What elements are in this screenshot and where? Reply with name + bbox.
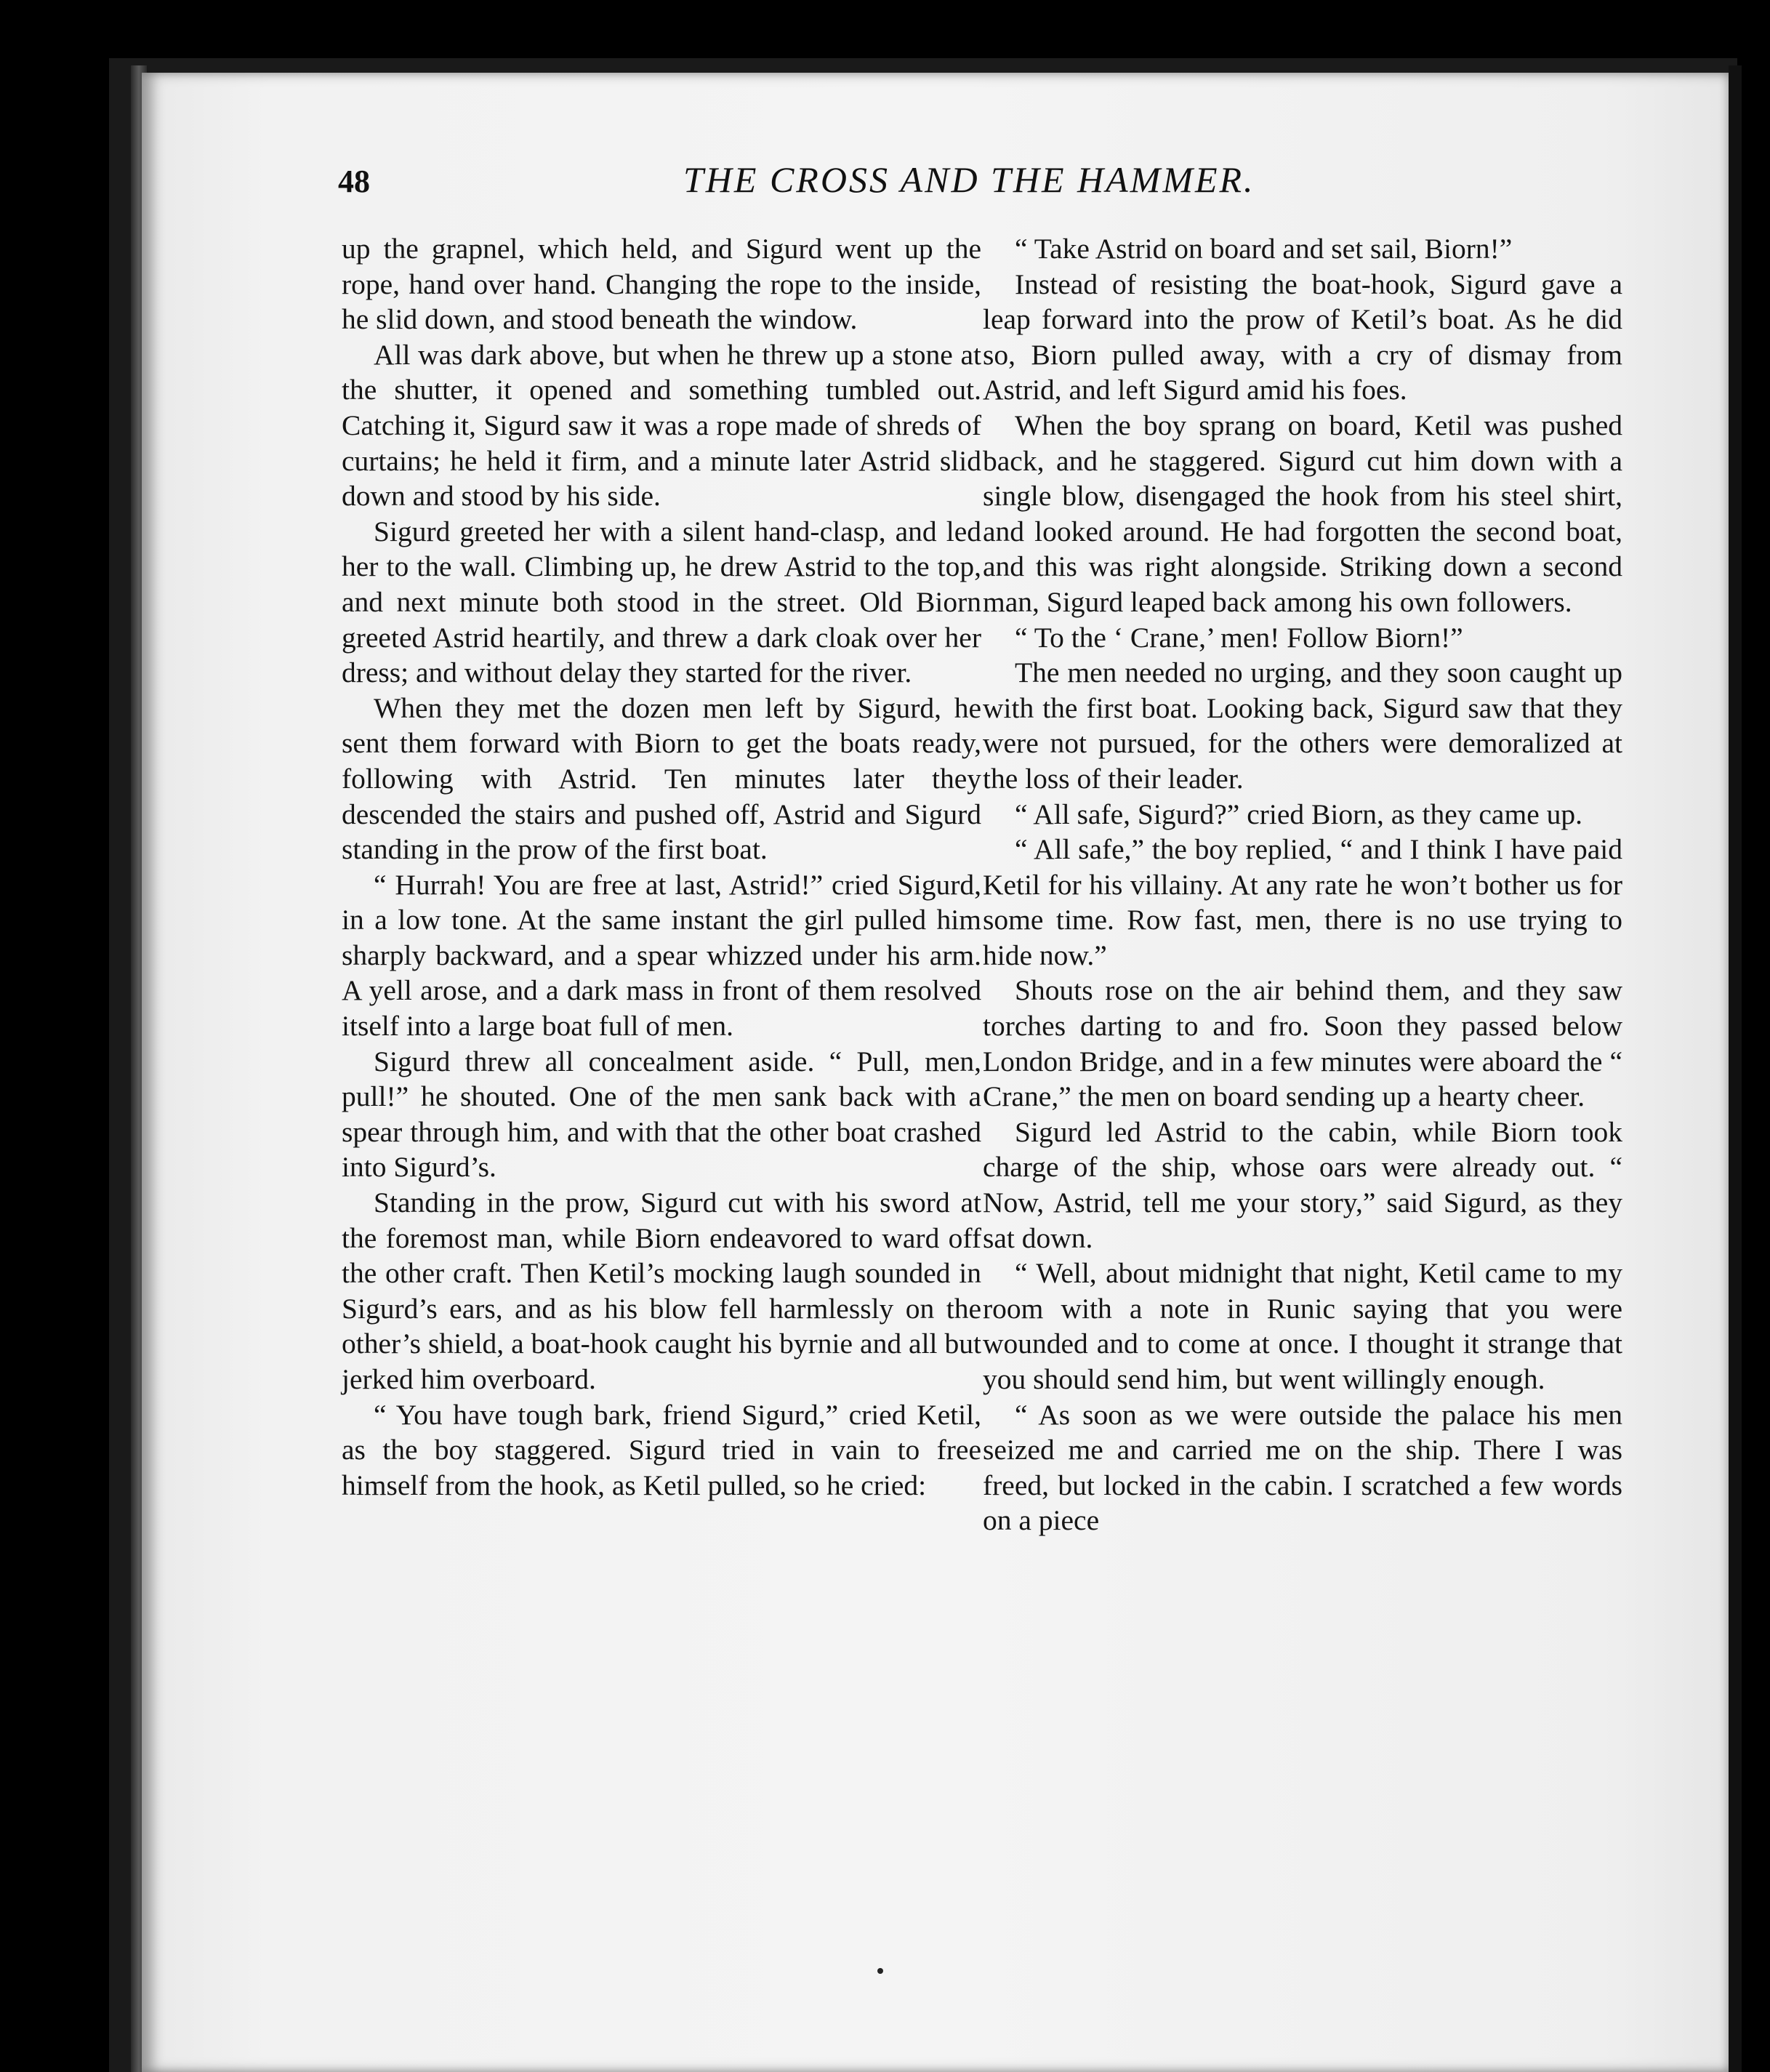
paragraph: “ All safe, Sigurd?” cried Biorn, as they came up.: [1015, 798, 1582, 830]
paragraph: “ To the ‘ Crane,’ men! Follow Biorn!”: [1015, 621, 1463, 654]
paragraph: “ As soon as we were outside the palace his men seized me and carried me on the ship. There I was freed, but locked in the cabin. I scratched a few words on a piece: [983, 1398, 1622, 1537]
page-right-edge: [1729, 65, 1742, 2072]
paragraph: Standing in the prow, Sigurd cut with his sword at the foremost man, while Biorn endeavored to ward off the other craft. Then Ketil’s mocking laugh sounded in Sigurd’s ears, and as his blow fell harmlessly on the other’s shield, a boat-hook caught his byrnie and all but jerked him overboard.: [342, 1186, 981, 1395]
edge-mark: [1730, 1091, 1742, 1096]
paragraph: Sigurd led Astrid to the cabin, while Biorn took charge of the ship, whose oars were already out. “ Now, Astrid, tell me your story,” said Sigurd, as they sat down.: [983, 1115, 1622, 1254]
page-number: 48: [338, 164, 370, 199]
paragraph: The men needed no urging, and they soon caught up with the first boat. Looking back, Sigurd saw that they were not pursued, for the others were demoralized at the loss of their leader.: [983, 656, 1622, 795]
right-text-column: [983, 231, 1622, 1538]
paragraph: “ You have tough bark, friend Sigurd,” cried Ketil, as the boy staggered. Sigurd tried in vain to free himself from the hook, as Ketil pulled, so he cried:: [342, 1398, 981, 1501]
paragraph: “ Hurrah! You are free at last, Astrid!” cried Sigurd, in a low tone. At the same instant the girl pulled him sharply backward, and a spear whizzed under his arm. A yell arose, and a dark mass in front of them resolved itself into a large boat full of men.: [342, 868, 981, 1043]
paragraph: “ Well, about midnight that night, Ketil came to my room with a note in Runic saying that you were wounded and to come at once. I thought it strange that you should send him, but went willingly enough.: [983, 1257, 1622, 1395]
edge-mark: [1730, 1389, 1742, 1394]
left-text-column: [342, 231, 981, 1503]
page-dot: [877, 1968, 883, 1974]
paragraph: Sigurd threw all concealment aside. “ Pull, men, pull!” he shouted. One of the men sank back with a spear through him, and with that the other boat crashed into Sigurd’s.: [342, 1045, 981, 1184]
paragraph: When the boy sprang on board, Ketil was pushed back, and he staggered. Sigurd cut him down with a single blow, disengaged the hook from his steel shirt, and looked around. He had forgotten the second boat, and this was right alongside. Striking down a second man, Sigurd leaped back among his own followers.: [983, 409, 1622, 618]
paragraph: Sigurd greeted her with a silent hand-clasp, and led her to the wall. Climbing up, he drew Astrid to the top, and next minute both stood in the street. Old Biorn greeted Astrid heartily, and threw a dark cloak over her dress; and without delay they started for the river.: [342, 515, 981, 689]
edge-mark: [1730, 785, 1742, 791]
paragraph: Shouts rose on the air behind them, and they saw torches darting to and fro. Soon they passed below London Bridge, and in a few minutes were aboard the “ Crane,” the men on board sending up a hearty cheer.: [983, 974, 1622, 1113]
paragraph: up the grapnel, which held, and Sigurd went up the rope, hand over hand. Changing the rope to the inside, he slid down, and stood beneath the window.: [342, 233, 981, 336]
running-title: THE CROSS AND THE HAMMER.: [683, 159, 1255, 200]
paragraph: All was dark above, but when he threw up a stone at the shutter, it opened and something tumbled out. Catching it, Sigurd saw it was a rope made of shreds of curtains; he held it firm, and a minute later Astrid slid down and stood by his side.: [342, 338, 981, 513]
paragraph: When they met the dozen men left by Sigurd, he sent them forward with Biorn to get the boats ready, following with Astrid. Ten minutes later they descended the stairs and pushed off, Astrid and Sigurd standing in the prow of the first boat.: [342, 691, 981, 866]
paragraph: “ All safe,” the boy replied, “ and I think I have paid Ketil for his villainy. At any rate he won’t bother us for some time. Row fast, men, there is no use trying to hide now.”: [983, 833, 1622, 971]
edge-mark: [1730, 502, 1742, 507]
running-head: [338, 154, 1668, 212]
paragraph: “ Take Astrid on board and set sail, Biorn!”: [1015, 233, 1513, 265]
paragraph: Instead of resisting the boat-hook, Sigurd gave a leap forward into the prow of Ketil’s boat. As he did so, Biorn pulled away, with a cry of dismay from Astrid, and left Sigurd amid his foes.: [983, 268, 1622, 406]
